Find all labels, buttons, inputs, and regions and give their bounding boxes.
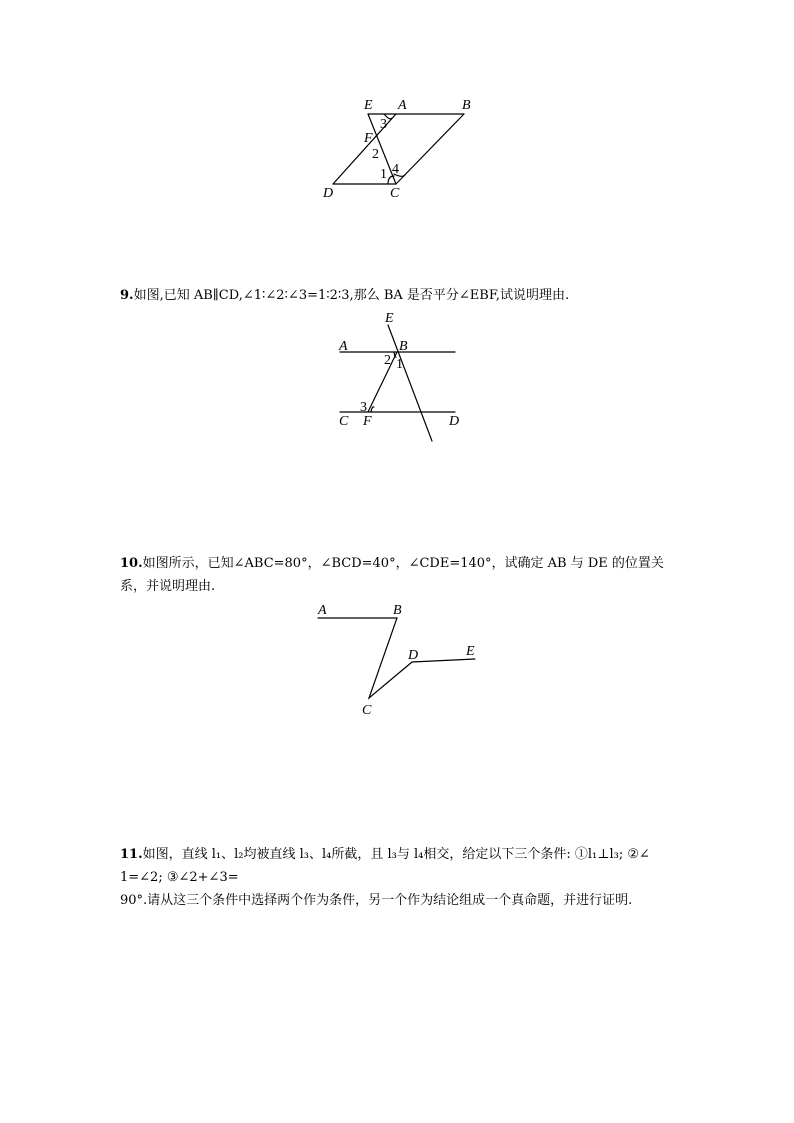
angle-label-3: 3 xyxy=(360,400,367,415)
label-C: C xyxy=(390,186,400,201)
angle-label-4: 4 xyxy=(392,162,399,177)
label-B: B xyxy=(393,603,402,618)
label-F: F xyxy=(364,131,373,146)
angle-label-1: 1 xyxy=(380,167,387,182)
question-11-line-2: 1=∠2; ③∠2+∠3= xyxy=(120,870,239,885)
label-B: B xyxy=(399,339,408,354)
label-C: C xyxy=(362,703,372,718)
label-A: A xyxy=(339,339,348,354)
polyline-ABCDE xyxy=(318,618,475,698)
angle-label-3: 3 xyxy=(380,117,387,132)
question-10-text: 如图所示，已知∠ABC=80°，∠BCD=40°，∠CDE=140°，试确定 AB 与 DE 的位置关系，并说明理由. xyxy=(120,556,664,594)
label-C: C xyxy=(339,414,349,429)
label-D: D xyxy=(449,414,460,429)
angle-label-2: 2 xyxy=(384,353,391,368)
question-10-number: 10. xyxy=(120,556,143,571)
label-A: A xyxy=(318,603,327,618)
label-E: E xyxy=(385,311,394,326)
question-11 xyxy=(120,843,676,912)
label-A: A xyxy=(398,98,407,113)
question-11-line-3: 90°.请从这三个条件中选择两个作为条件，另一个作为结论组成一个真命题，并进行证明. xyxy=(120,893,633,908)
angle-label-2: 2 xyxy=(372,147,379,162)
label-E: E xyxy=(364,98,373,113)
question-11-number: 11. xyxy=(120,847,143,862)
label-D: D xyxy=(408,648,419,663)
question-9-number: 9. xyxy=(120,288,134,303)
angle-label-1: 1 xyxy=(396,357,403,372)
question-9-text: 如图,已知 AB∥CD,∠1∶∠2∶∠3=1∶2∶3,那么 BA 是否平分∠EBF,试说明理由. xyxy=(133,288,570,303)
label-F: F xyxy=(363,414,372,429)
label-B: B xyxy=(462,98,471,113)
label-E: E xyxy=(466,644,475,659)
question-11-line-1: 11.如图，直线 l₁、l₂均被直线 l₃、l₄所截，且 l₃与 l₄相交，给定以下三个条件: ①l₁⊥l₃; ②∠ xyxy=(120,847,650,862)
label-D: D xyxy=(323,186,334,201)
